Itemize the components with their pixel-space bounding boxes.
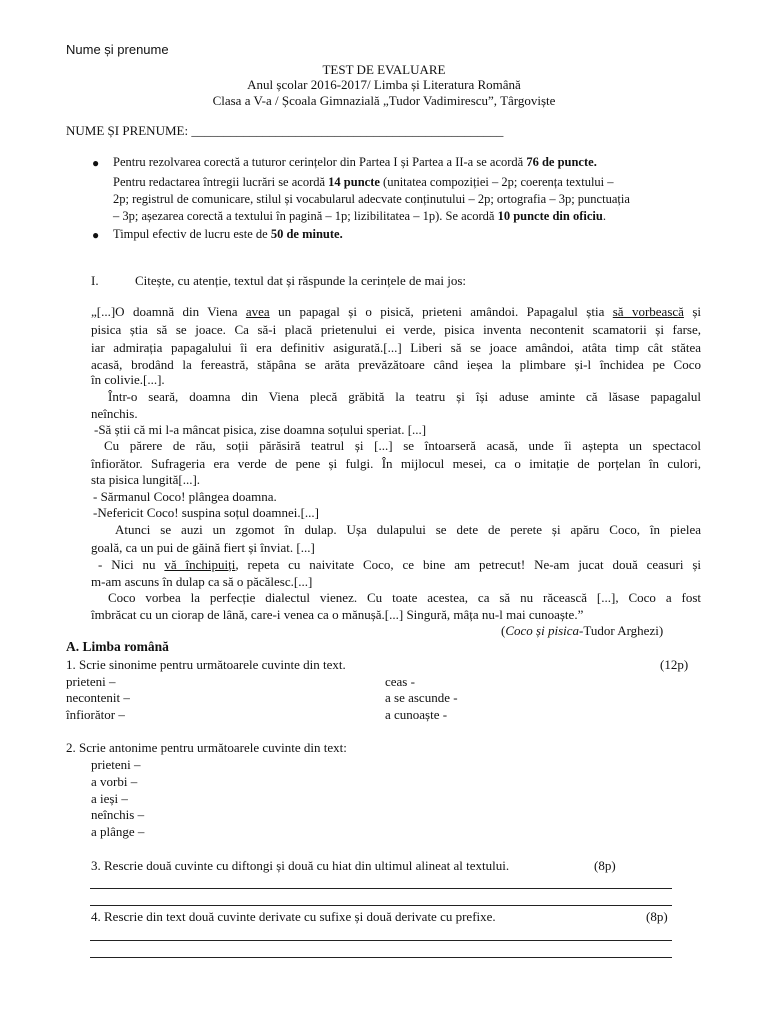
- question-1: 1. Scrie sinonime pentru următoarele cuvinte din text.: [66, 657, 346, 672]
- passage-line: pisica știa să se joace. Ca să-i placă prietenului ei verde, pisica inventa necontenit scamatorii și farse,: [91, 322, 701, 337]
- school-year-line: Anul școlar 2016-2017/ Limba și Literatura Română: [247, 77, 521, 92]
- antonym-item: prieteni –: [91, 757, 141, 772]
- section-instruction: Citește, cu atenție, textul dat și răspunde la cerințele de mai jos:: [135, 273, 467, 288]
- passage-line: - Sărmanul Coco! plângea doamna.: [93, 489, 277, 504]
- passage-text: - Nici nu: [98, 557, 165, 572]
- passage-line: -Nefericit Coco! suspina soțul doamnei.[...]: [93, 505, 319, 520]
- passage-line: Atunci se auzi un zgomot în dulap. Ușa dulapului se dete de perete și apăru Coco, în pielea: [115, 522, 701, 537]
- bullet-bold: 10 puncte din oficiu: [497, 209, 603, 223]
- answer-line: [90, 905, 672, 906]
- bullet-icon: ●: [92, 156, 100, 170]
- question-4: 4. Rescrie din text două cuvinte derivate cu sufixe și două derivate cu prefixe.: [91, 909, 496, 924]
- bullet-points-line1: [113, 154, 597, 171]
- bullet-bold: 50 de minute.: [270, 227, 343, 241]
- answer-line: [90, 888, 672, 889]
- passage-line: -Să știi că mi l-a mâncat pisica, zise doamna soțului speriat. [...]: [94, 422, 427, 437]
- bullet-points-line2: [113, 174, 614, 191]
- citation-title: Coco și pisica: [505, 623, 580, 638]
- bullet-bold: 14 puncte: [328, 175, 380, 189]
- bullet-text: Pentru rezolvarea corectă a tuturor cerințelor din Partea I și Partea a II-a se acordă: [113, 155, 527, 169]
- synonym-item: înfiorător –: [66, 707, 125, 722]
- section-number: I.: [91, 273, 99, 288]
- passage-text: și: [683, 304, 701, 319]
- bullet-text: Timpul efectiv de lucru este de: [113, 227, 271, 241]
- test-title: TEST DE EVALUARE: [322, 62, 446, 77]
- bullet-icon: ●: [92, 228, 100, 242]
- bullet-points-line3: 2p; registrul de comunicare, stilul și vocabularul adecvate conținutului – 2p; ortografia – 3p; punctuația: [113, 192, 630, 206]
- passage-line: sta pisica lungită[...].: [91, 472, 201, 487]
- antonym-item: a ieși –: [91, 791, 128, 806]
- underlined-word: vă închipuiți: [164, 557, 236, 572]
- source-citation: [501, 623, 663, 639]
- citation-author: -Tudor Arghezi): [579, 623, 664, 638]
- name-top-label: Nume și prenume: [66, 42, 169, 57]
- passage-line: [91, 304, 701, 320]
- bullet-text: .: [602, 209, 606, 223]
- citation-paren: (: [501, 623, 506, 638]
- question-3-points: (8p): [594, 858, 616, 873]
- synonym-item: a cunoaște -: [385, 707, 448, 722]
- answer-line: [90, 957, 672, 958]
- passage-line: Într-o seară, doamna din Viena plecă grăbită la teatru și își aduse aminte că lăsase papagalul: [108, 389, 701, 404]
- synonym-item: a se ascunde -: [385, 690, 458, 705]
- passage-line: înfiorător. Sufrageria era verde de pene și fulgi. În mijlocul mesei, ca o imitație de porțelan în culori,: [91, 456, 701, 471]
- passage-line: goală, ca un pui de găină fiert și înviat. [...]: [91, 540, 315, 555]
- passage-line: îmbrăcat cu un ciorap de lână, care-i venea ca o mănușă.[...] Singură, mâța nu-l mai cunoaște.”: [91, 607, 584, 622]
- underlined-word: să vorbească: [612, 304, 684, 319]
- part-a-heading: A. Limba română: [66, 639, 169, 654]
- question-4-points: (8p): [646, 909, 668, 924]
- passage-line: în colivie.[...].: [91, 372, 165, 387]
- passage-line: m-am ascuns în dulap ca să o păcălesc.[...]: [91, 574, 313, 589]
- question-2: 2. Scrie antonime pentru următoarele cuvinte din text:: [66, 740, 347, 755]
- passage-line: Cu părere de rău, soții părăsiră teatrul și [...] se întoarseră acasă, unde îi aștepta un spectacol: [104, 438, 701, 453]
- bullet-text: – 3p; așezarea corectă a textului în pagină – 1p; lizibilitatea – 1p). Se acordă: [113, 209, 498, 223]
- bullet-text: (unitatea compoziției – 2p; coerența textului –: [379, 175, 614, 189]
- bullet-time: [113, 226, 343, 243]
- question-1-points: (12p): [660, 657, 689, 672]
- passage-line: Coco vorbea la perfecție dialectul vienez. Cu toate acestea, ca să nu răcească [...], Coco a fost: [108, 590, 701, 605]
- passage-line: acasă, brodând la fereastră, stăpâna se arăta prevăzătoare când ieșea la plimbare și-l închidea pe Coco: [91, 357, 701, 372]
- bullet-text: Pentru redactarea întregii lucrări se acordă: [113, 175, 329, 189]
- bullet-bold: 76 de puncte.: [526, 155, 597, 169]
- antonym-item: a vorbi –: [91, 774, 138, 789]
- passage-text: , repeta cu naivitate Coco, ce bine am petrecut! Ne-am jucat două ceasuri și: [235, 557, 701, 572]
- underlined-word: avea: [245, 304, 270, 319]
- passage-text: un papagal și o pisică, prieteni amândoi. Papagalul știa: [269, 304, 613, 319]
- name-field-label: NUME ȘI PRENUME: ________________________________________________: [66, 123, 504, 138]
- class-line: Clasa a V-a / Școala Gimnazială „Tudor Vadimirescu”, Târgoviște: [212, 93, 556, 108]
- antonym-item: a plânge –: [91, 824, 145, 839]
- antonym-item: neînchis –: [91, 807, 145, 822]
- synonym-item: ceas -: [385, 674, 415, 689]
- bullet-points-line4: [113, 208, 606, 225]
- passage-line: [98, 557, 701, 573]
- question-3: 3. Rescrie două cuvinte cu diftongi și două cu hiat din ultimul alineat al textului.: [91, 858, 510, 873]
- passage-line: neînchis.: [91, 406, 138, 421]
- synonym-item: prieteni –: [66, 674, 116, 689]
- answer-line: [90, 940, 672, 941]
- passage-line: iar admirația papagalului îi era definitiv asigurată.[...] Liberi să se joace amândoi, atâta timp cât stătea: [91, 340, 701, 355]
- synonym-item: necontenit –: [66, 690, 130, 705]
- passage-text: „[...]O doamnă din Viena: [91, 304, 246, 319]
